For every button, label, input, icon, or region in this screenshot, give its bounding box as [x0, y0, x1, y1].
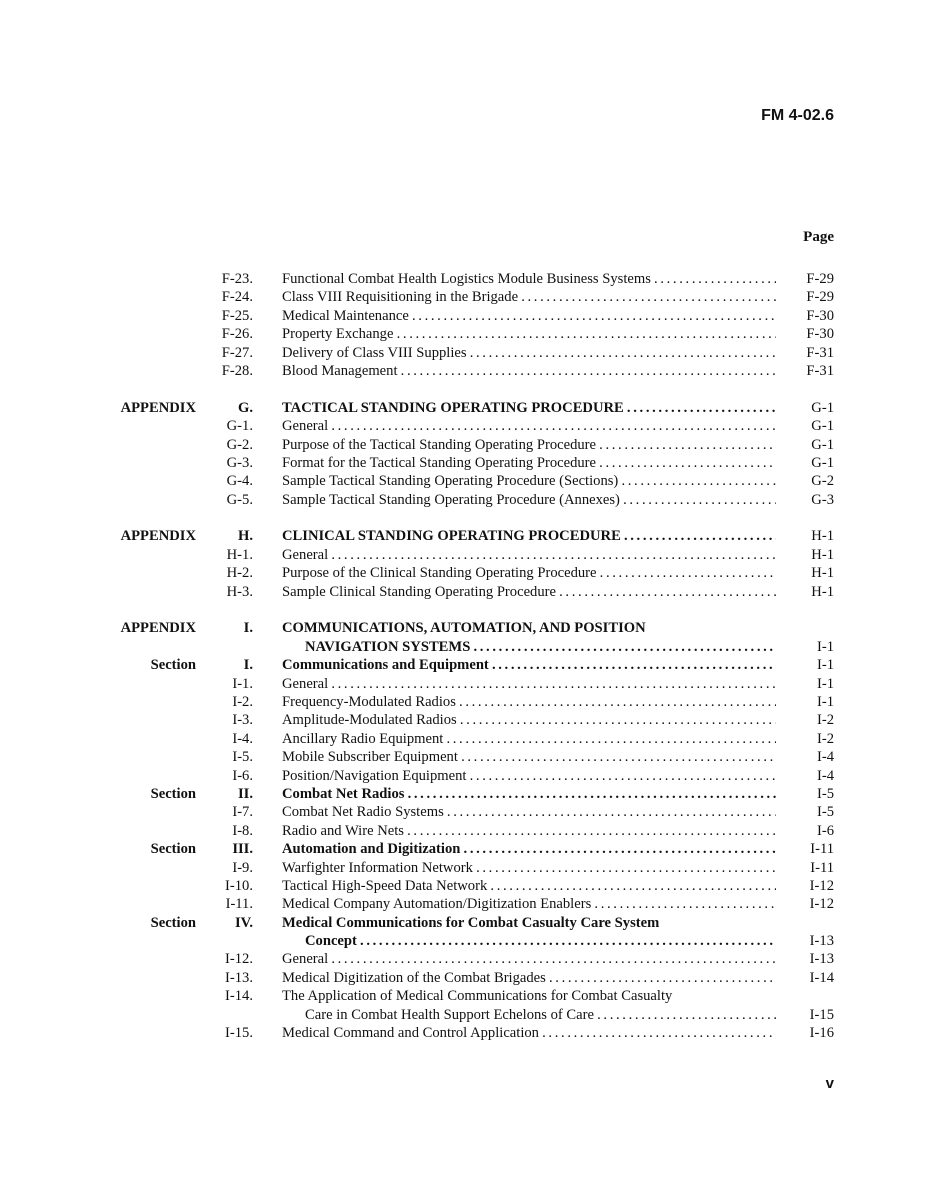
toc-entry-page: I-1 [816, 657, 834, 674]
toc-entry-page: I-1 [816, 693, 834, 710]
toc-entry-number: H. [238, 528, 253, 545]
toc-entry [0, 325, 930, 343]
toc-entry-number: I-6. [232, 767, 253, 784]
toc-entry-page: F-30 [806, 307, 834, 324]
toc-entry-page: I-13 [809, 933, 834, 950]
toc-entry [0, 767, 930, 785]
toc-entry [0, 914, 930, 932]
toc-entry-number: F-26. [221, 326, 253, 343]
toc-entry-number: IV. [235, 914, 253, 931]
toc-entry-title: Sample Tactical Standing Operating Procedure (Sections) . . . [282, 472, 776, 490]
toc-entry-number: III. [232, 841, 253, 858]
toc-entry-title: Concept . . . [305, 932, 776, 950]
toc-entry-page: H-1 [811, 546, 834, 563]
toc-entry-title: Blood Management . . . [282, 362, 776, 380]
toc-entry-page: H-1 [811, 583, 834, 600]
toc-entry-page: I-6 [816, 822, 834, 839]
toc-entry-page: I-11 [810, 841, 834, 858]
toc-entry-kind: Section [150, 657, 196, 674]
toc-entry-number: I-7. [232, 804, 253, 821]
toc-entry-title: Frequency-Modulated Radios . . . [282, 693, 776, 711]
toc-entry-title: Property Exchange . . . [282, 325, 776, 343]
toc-entry-number: I-12. [225, 951, 253, 968]
table-of-contents [0, 270, 930, 1042]
toc-entry [0, 859, 930, 877]
toc-entry-page: F-31 [806, 344, 834, 361]
toc-entry-number: G-2. [226, 436, 253, 453]
toc-entry-number: H-2. [226, 565, 253, 582]
toc-entry-number: G-1. [226, 418, 253, 435]
toc-entry [0, 895, 930, 913]
toc-entry-page: I-2 [816, 712, 834, 729]
toc-entry [0, 454, 930, 472]
toc-entry [0, 619, 930, 637]
toc-entry-number: I-13. [225, 969, 253, 986]
toc-entry [0, 472, 930, 490]
toc-entry-title: Sample Tactical Standing Operating Procedure (Annexes) . . . [282, 491, 776, 509]
toc-entry-title: General . . . [282, 546, 776, 564]
toc-entry-number: I-1. [232, 675, 253, 692]
toc-entry-title: Amplitude-Modulated Radios . . . [282, 711, 776, 729]
toc-entry [0, 840, 930, 858]
toc-entry-kind: Section [150, 785, 196, 802]
toc-entry-page: H-1 [811, 565, 834, 582]
toc-entry [0, 546, 930, 564]
toc-entry-number: F-23. [221, 271, 253, 287]
toc-entry-kind: Section [150, 914, 196, 931]
toc-entry-title: Communications and Equipment . . . [282, 656, 776, 674]
toc-entry-title: Format for the Tactical Standing Operating Procedure . . . [282, 454, 776, 472]
toc-entry [0, 748, 930, 766]
toc-entry-title: Purpose of the Tactical Standing Operating Procedure . . . [282, 436, 776, 454]
toc-entry-page: I-15 [809, 1006, 834, 1023]
toc-entry [0, 803, 930, 821]
toc-entry [0, 877, 930, 895]
toc-entry [0, 491, 930, 509]
toc-entry [0, 656, 930, 674]
toc-entry-page: I-1 [816, 638, 834, 655]
toc-entry [0, 822, 930, 840]
toc-entry [0, 417, 930, 435]
toc-entry-number: I-14. [225, 988, 253, 1005]
toc-entry-number: I-15. [225, 1025, 253, 1042]
toc-entry-page: H-1 [811, 528, 834, 545]
toc-entry-number: G-3. [226, 454, 253, 471]
toc-entry-title: Automation and Digitization . . . [282, 840, 776, 858]
toc-entry-page: I-5 [816, 804, 834, 821]
toc-entry [0, 638, 930, 656]
toc-entry-title: Sample Clinical Standing Operating Procedure . . . [282, 583, 776, 601]
toc-entry-page: G-3 [811, 491, 834, 508]
toc-entry-number: F-28. [221, 362, 253, 379]
toc-entry-title: Tactical High-Speed Data Network . . . [282, 877, 776, 895]
toc-entry-page: I-13 [809, 951, 834, 968]
toc-entry [0, 436, 930, 454]
toc-entry-number: F-24. [221, 289, 253, 306]
toc-entry-page: I-12 [809, 877, 834, 894]
toc-entry-title: Mobile Subscriber Equipment . . . [282, 748, 776, 766]
toc-entry [0, 969, 930, 987]
toc-entry-title: Medical Communications for Combat Casualty Care System [282, 914, 660, 931]
toc-entry-number: G-4. [226, 473, 253, 490]
toc-entry-title: Radio and Wire Nets . . . [282, 822, 776, 840]
toc-entry-title: Combat Net Radios . . . [282, 785, 776, 803]
toc-entry-page: I-5 [816, 785, 834, 802]
toc-entry-number: G-5. [226, 491, 253, 508]
toc-entry-kind: Section [150, 841, 196, 858]
toc-entry-title: Medical Maintenance . . . [282, 307, 776, 325]
toc-entry-page: I-16 [809, 1025, 834, 1042]
toc-entry-title: General . . . [282, 417, 776, 435]
toc-entry-page: G-1 [811, 418, 834, 435]
toc-entry-number: H-1. [226, 546, 253, 563]
toc-entry-title: Medical Digitization of the Combat Brigades . . . [282, 969, 776, 987]
toc-entry-title: Warfighter Information Network . . . [282, 859, 776, 877]
toc-entry-title: Medical Company Automation/Digitization Enablers . . . [282, 895, 776, 913]
toc-entry-title: NAVIGATION SYSTEMS . . . [305, 638, 776, 656]
toc-entry [0, 399, 930, 417]
toc-entry-title: General . . . [282, 950, 776, 968]
toc-entry-number: H-3. [226, 583, 253, 600]
page-column-heading: Page [803, 229, 834, 245]
toc-entry [0, 527, 930, 545]
toc-entry-number: I-4. [232, 730, 253, 747]
toc-entry-number: G. [238, 399, 253, 416]
toc-entry-page: F-31 [806, 362, 834, 379]
toc-entry-number: I-9. [232, 859, 253, 876]
toc-entry-number: F-27. [221, 344, 253, 361]
toc-entry-title: COMMUNICATIONS, AUTOMATION, AND POSITION [282, 620, 646, 637]
toc-entry-number: II. [237, 785, 253, 802]
toc-entry [0, 932, 930, 950]
toc-entry-number: F-25. [221, 307, 253, 324]
toc-entry-title: Class VIII Requisitioning in the Brigade . . . [282, 288, 776, 306]
page-number: v [825, 1075, 834, 1092]
toc-entry-number: I-8. [232, 822, 253, 839]
toc-entry-page: G-1 [811, 454, 834, 471]
toc-entry-title: Care in Combat Health Support Echelons of Care . . . [305, 1006, 776, 1024]
toc-entry-number: I-10. [225, 877, 253, 894]
toc-entry [0, 270, 930, 288]
toc-entry [0, 675, 930, 693]
toc-entry-title: Combat Net Radio Systems . . . [282, 803, 776, 821]
toc-entry-title: The Application of Medical Communications for Combat Casualty [282, 988, 673, 1005]
toc-entry-page: I-14 [809, 969, 834, 986]
toc-entry-page: F-29 [806, 271, 834, 287]
toc-entry [0, 950, 930, 968]
toc-entry [0, 307, 930, 325]
toc-entry-title: Delivery of Class VIII Supplies . . . [282, 344, 776, 362]
toc-entry-page: F-30 [806, 326, 834, 343]
document-id: FM 4-02.6 [761, 107, 834, 124]
toc-entry-page: I-1 [816, 675, 834, 692]
toc-entry [0, 362, 930, 380]
toc-entry-title: Functional Combat Health Logistics Module Business Systems . . . [282, 270, 776, 288]
toc-entry-title: CLINICAL STANDING OPERATING PROCEDURE . . . [282, 527, 776, 545]
toc-entry [0, 1024, 930, 1042]
toc-entry [0, 693, 930, 711]
toc-entry [0, 564, 930, 582]
toc-entry-title: TACTICAL STANDING OPERATING PROCEDURE . . . [282, 399, 776, 417]
toc-entry-page: G-1 [811, 436, 834, 453]
toc-entry [0, 1006, 930, 1024]
toc-entry-title: Position/Navigation Equipment . . . [282, 767, 776, 785]
toc-entry-number: I-5. [232, 749, 253, 766]
toc-entry-kind: APPENDIX [120, 620, 196, 637]
toc-entry [0, 785, 930, 803]
toc-entry-kind: APPENDIX [120, 528, 196, 545]
toc-entry-number: I. [243, 620, 253, 637]
toc-entry [0, 344, 930, 362]
toc-entry-page: I-12 [809, 896, 834, 913]
toc-entry-page: I-11 [810, 859, 834, 876]
toc-entry [0, 711, 930, 729]
toc-entry-number: I-3. [232, 712, 253, 729]
toc-entry-number: I. [243, 657, 253, 674]
toc-entry-page: G-2 [811, 473, 834, 490]
toc-entry-page: G-1 [811, 399, 834, 416]
toc-entry-page: I-4 [816, 749, 834, 766]
toc-entry-page: I-2 [816, 730, 834, 747]
toc-entry-title: Medical Command and Control Application . . . [282, 1024, 776, 1042]
toc-entry-page: F-29 [806, 289, 834, 306]
toc-entry-number: I-11. [225, 896, 253, 913]
toc-entry-number: I-2. [232, 693, 253, 710]
toc-entry-page: I-4 [816, 767, 834, 784]
toc-entry [0, 288, 930, 306]
toc-entry-title: General . . . [282, 675, 776, 693]
toc-entry-title: Purpose of the Clinical Standing Operating Procedure . . . [282, 564, 776, 582]
toc-entry-kind: APPENDIX [120, 399, 196, 416]
toc-entry [0, 730, 930, 748]
toc-entry [0, 987, 930, 1005]
toc-entry [0, 583, 930, 601]
toc-entry-title: Ancillary Radio Equipment . . . [282, 730, 776, 748]
